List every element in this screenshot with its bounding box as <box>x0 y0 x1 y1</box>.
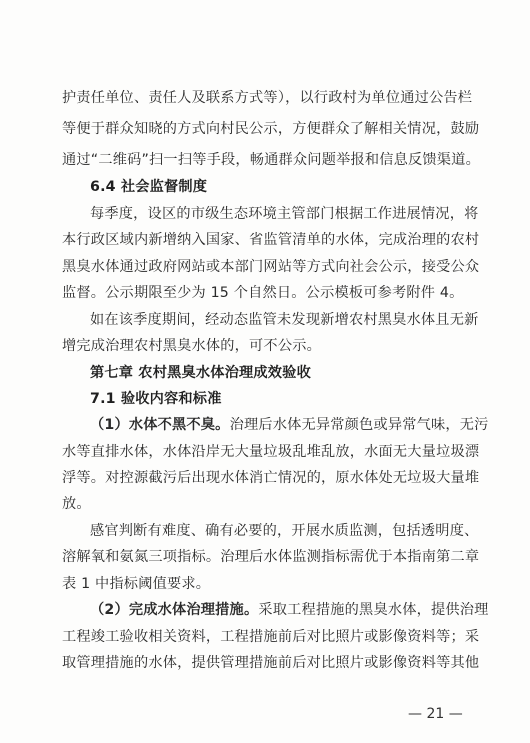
paragraph-line: 浮等。对控源截污后出现水体消亡情况的，原水体处无垃圾大量堆 <box>62 470 480 486</box>
item-text: 采取工程措施的黑臭水体，提供治理 <box>258 602 489 618</box>
paragraph-line: 工程竣工验收相关资料，工程措施前后对比照片或影像资料等；采 <box>62 629 480 645</box>
item-label: （1）水体不黑不臭。 <box>90 417 230 433</box>
paragraph-line: 如在该季度期间，经动态监管未发现新增农村黑臭水体且无新 <box>90 312 479 328</box>
paragraph-line: 监督。公示期限至少为 15 个自然日。公示模板可参考附件 4。 <box>62 285 464 301</box>
paragraph-line: 溶解氧和氨氮三项指标。治理后水体监测指标需优于本指南第二章 <box>62 549 480 565</box>
section-heading: 7.1 验收内容和标准 <box>90 391 222 407</box>
item-label: （2）完成水体治理措施。 <box>90 602 259 618</box>
item-text: 治理后水体无异常颜色或异常气味，无污 <box>229 417 489 433</box>
item-first-line <box>90 600 489 620</box>
paragraph-line: 每季度，设区的市级生态环境主管部门根据工作进展情况，将 <box>90 206 479 222</box>
item-first-line <box>90 415 489 435</box>
paragraph-line: 本行政区域内新增纳入国家、省监管清单的水体，完成治理的农村 <box>62 232 480 248</box>
paragraph-line: 等便于群众知晓的方式向村民公示，方便群众了解相关情况，鼓励 <box>62 121 480 137</box>
paragraph-line: 通过“二维码”扫一扫等手段，畅通群众问题举报和信息反馈渠道。 <box>62 152 480 168</box>
paragraph-line: 水等直排水体，水体沿岸无大量垃圾乱堆乱放，水面无大量垃圾漂 <box>62 444 480 460</box>
paragraph-line: 增完成治理农村黑臭水体的，可不公示。 <box>62 338 321 354</box>
paragraph-line: 黑臭水体通过政府网站或本部门网站等方式向社会公示，接受公众 <box>62 259 480 275</box>
paragraph-line: 护责任单位、责任人及联系方式等），以行政村为单位通过公告栏 <box>62 90 473 106</box>
paragraph-line: 放。 <box>62 496 91 512</box>
paragraph-line: 表 1 中指标阈值要求。 <box>62 576 211 592</box>
section-heading: 6.4 社会监督制度 <box>90 179 208 195</box>
chapter-heading: 第七章 农村黑臭水体治理成效验收 <box>90 365 311 381</box>
page-number: — 21 — <box>408 706 463 722</box>
paragraph-line: 取管理措施的水体，提供管理措施前后对比照片或影像资料等其他 <box>62 655 480 671</box>
paragraph-line: 感官判断有难度、确有必要的，开展水质监测，包括透明度、 <box>90 523 479 539</box>
